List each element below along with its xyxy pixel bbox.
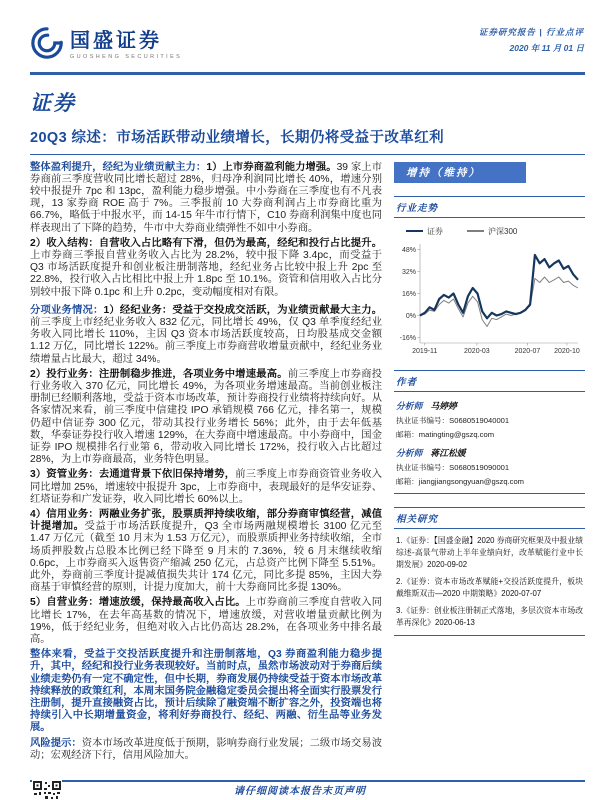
paragraph: 整体来看，受益于交投活跃度提升和注册制落地，Q3 券商盈利能力稳步提升，其中，经纪和投行业务表现较好。当前时点，虽然市场波动对于券商后续业绩走势仍有一定不确定性，但中长期，券商发展仍持续受益于资本市场改革持续释放的政策红利，本周末国务院金融稳定委员会提出将全面实行股票发行注册制，提升直接融资占比，预计后续除了融资端不断扩容之外，投资端也将持续引入中长期增量资金，将利好券商投行、经纪、两融、衍生品等业务发展。 [30, 649, 382, 734]
related-research-list [394, 529, 585, 637]
body-paragraphs [30, 162, 382, 766]
footer-disclaimer: 请仔细阅读本报告末页声明 [234, 786, 366, 797]
svg-text:0%: 0% [405, 312, 416, 320]
legend-item-securities [406, 226, 443, 237]
analyst-certificate: 执业证书编号：S0680519040001 [396, 415, 510, 425]
page-title: 20Q3 综述：市场活跃带动业绩增长，长期仍将受益于改革红利 [30, 129, 444, 146]
report-category: 行业点评 [545, 27, 584, 37]
chart-legend [406, 226, 585, 237]
svg-text:-16%: -16% [399, 334, 416, 342]
report-header [0, 0, 600, 65]
brand-text [70, 31, 182, 60]
hs300-line-swatch [467, 230, 484, 231]
rating-badge: 增持（维持） [394, 162, 526, 183]
industry-trend-section [394, 196, 585, 357]
header-divider [30, 72, 585, 75]
separator: | [539, 27, 543, 37]
sidebar [394, 162, 585, 637]
analyst-name-row: 分析师 马婷婷 [396, 400, 457, 411]
analyst-email: 邮箱：matingting@gszq.com [396, 429, 495, 439]
svg-text:48%: 48% [401, 246, 416, 254]
author-heading: 作者 [394, 370, 585, 392]
header-meta [479, 26, 584, 54]
brand-name-en: GUOSHENG SECURITIES [70, 54, 183, 60]
related-research-heading: 相关研究 [394, 507, 585, 529]
legend-label-hs300: 沪深300 [488, 226, 518, 236]
paragraph: 风险提示：资本市场改革进度低于预期，影响券商行业发展；二级市场交易波动；宏观经济下行，信用风险加大。 [30, 737, 383, 761]
analyst-email: 邮箱：jiangjiangsongyuan@gszq.com [396, 476, 525, 486]
brand-name-cn: 国盛证券 [70, 30, 162, 52]
related-research-section [394, 507, 585, 637]
brand [30, 26, 182, 65]
related-research-item: 1.《证券：【国盛金融】2020 券商研究框架及中报业绩综述-高景气带动上半年业绩向好，改革赋能行业中长期发展》2020-09-02 [396, 535, 583, 569]
paragraph: 5）自营业务：增速放缓，保持最高收入占比。上市券商前三季度自营收入同比增长 17%，在去年高基数的情况下，增速放缓，对营收增量贡献比例为 19%，低于经纪业务，但绝对收入占比仍高达 28.2%，在各项业务中排名最高。 [30, 597, 382, 646]
paragraph: 分项业务情况：1）经纪业务：受益于交投成交活跃，为业绩贡献最大主力。前三季度上市经纪业务收入 832 亿元，同比增长 49%，仅 Q3 单季度经纪业务收入同比增长 110%，主因 Q3 资本市场活跃度较高，日均股基成交金额 1.12 万亿，同比增长 122%。前三季度上市券商营收增量贡献中，经纪业务业绩增量占比最大，超过 34%。 [30, 304, 382, 365]
svg-text:2020-10: 2020-10 [554, 347, 580, 355]
paragraph: 2）收入结构：自营收入占比略有下滑，但仍为最高，经纪和投行占比提升。上市券商三季报自营业务收入占比为 28.2%，较中报下降 3.4pc，而受益于 Q3 市场活跃度提升和创业板注册制落地，经纪业务占比较中报上升 2pc 至 22.8%，投行收入占比相比中报上升 1.8pc 至 10.1%。资管和信用收入占比分别较中报下降 0.1pc 和上升 0.2pc，变动幅度相对有限。 [30, 237, 382, 298]
content [0, 155, 600, 766]
report-date: 2020 年 11 月 01 日 [509, 43, 584, 53]
analyst-name-row: 分析师 蒋江松媛 [396, 447, 466, 458]
paragraph: 2）投行业务：注册制稳步推进，各项业务中增速最高。前三季度上市券商投行业务收入 370 亿元，同比增长 49%，为各项业务增速最高。当前创业板注册制已经顺利落地，受益于资本市场改革，预计券商投行业绩将持续向好。从各家情况来看，前三季度中信建投 IPO 承销规模 766 亿元，排名第一，规模仍超中信证券 300 亿元，带动其投行业务增长 56%；此外，由于去年低基数，华泰证券投行收入增速 129%，在大券商中增速最高。中小券商中，国金证券 IPO 规模排名行业第 6，带动收入同比增长 172%，投行收入占比超过 28%，为上市券商最高，业务特色明显。 [30, 368, 383, 466]
svg-text:2020-07: 2020-07 [514, 347, 541, 355]
report-type-line [479, 26, 584, 38]
related-research-item: 3.《证券：创业板注册制正式落地，多层次资本市场改革再深化》2020-06-13 [396, 605, 583, 627]
related-research-item: 2.《证券：资本市场改革赋能+交投活跃度提升，板块戴维斯双击—2020 中期策略》2020-07-07 [396, 576, 583, 598]
paragraph: 4）信用业务：两融业务扩张，股票质押持续收缩，部分券商审慎经营，减值计提增加。受益于市场活跃度提升，Q3 全市场两融规模增长 3100 亿元至 1.47 万亿元（截至 10 月末为 1.53 万亿元），而股票质押业务持续收缩，全市场质押股数占总股本比例已经下降至 9 月末的 7.36%，较 6 月末继续收缩 0.6pc，上市券商买入返售资产缩减 250 亿元，占总资产比例下降至 5.51%。此外，券商前三季度计提减值损失共计 174 亿元，同比多提 85%，主因大券商基于审慎经营的原则，计提力度加大，前十大券商同比多提 130%。 [30, 508, 382, 594]
legend-label-securities: 证券 [427, 226, 443, 236]
author-section [394, 370, 585, 494]
analyst-certificate: 执业证书编号：S0680519090001 [396, 462, 510, 472]
paragraph: 3）资管业务：去通道背景下依旧保持增势，前三季度上市券商资管业务收入同比增加 25%，增速较中报提升 3pc，上市券商中，表现最好的是华安证券、红塔证券和广发证券，收入同比增长 60%以上。 [30, 469, 383, 505]
industry-trend-heading: 行业走势 [394, 196, 585, 218]
industry-chart [394, 239, 585, 357]
svg-text:2020-03: 2020-03 [464, 347, 490, 355]
guosheng-logo-icon [30, 26, 64, 65]
svg-text:2019-11: 2019-11 [412, 347, 438, 355]
legend-item-hs300 [467, 226, 517, 237]
securities-line-swatch [406, 230, 423, 233]
sector-label: 证券 [30, 91, 76, 115]
svg-text:16%: 16% [401, 290, 416, 298]
svg-text:32%: 32% [401, 268, 416, 276]
author-list [394, 392, 585, 494]
paragraph: 整体盈利提升，经纪为业绩贡献主力：1）上市券商盈利能力增强。39 家上市券商前三季度营收同比增长超过 28%，归母净利润同比增长 40%，增速分别较中报提升 7pc 和 13pc，盈利能力稳步增强。中小券商在三季度也有不凡表现，13 家券商 ROE 高于 7%。三季报前 10 大券商利润占上市券商比重为 66.7%，略低于中报水平，而 14-15 年牛市行情下，C10 券商利润集中度也同样表现出了下降的趋势，牛市中大券商业绩弹性不如中小券商。 [30, 161, 382, 234]
report-type: 证券研究报告 [478, 27, 536, 37]
